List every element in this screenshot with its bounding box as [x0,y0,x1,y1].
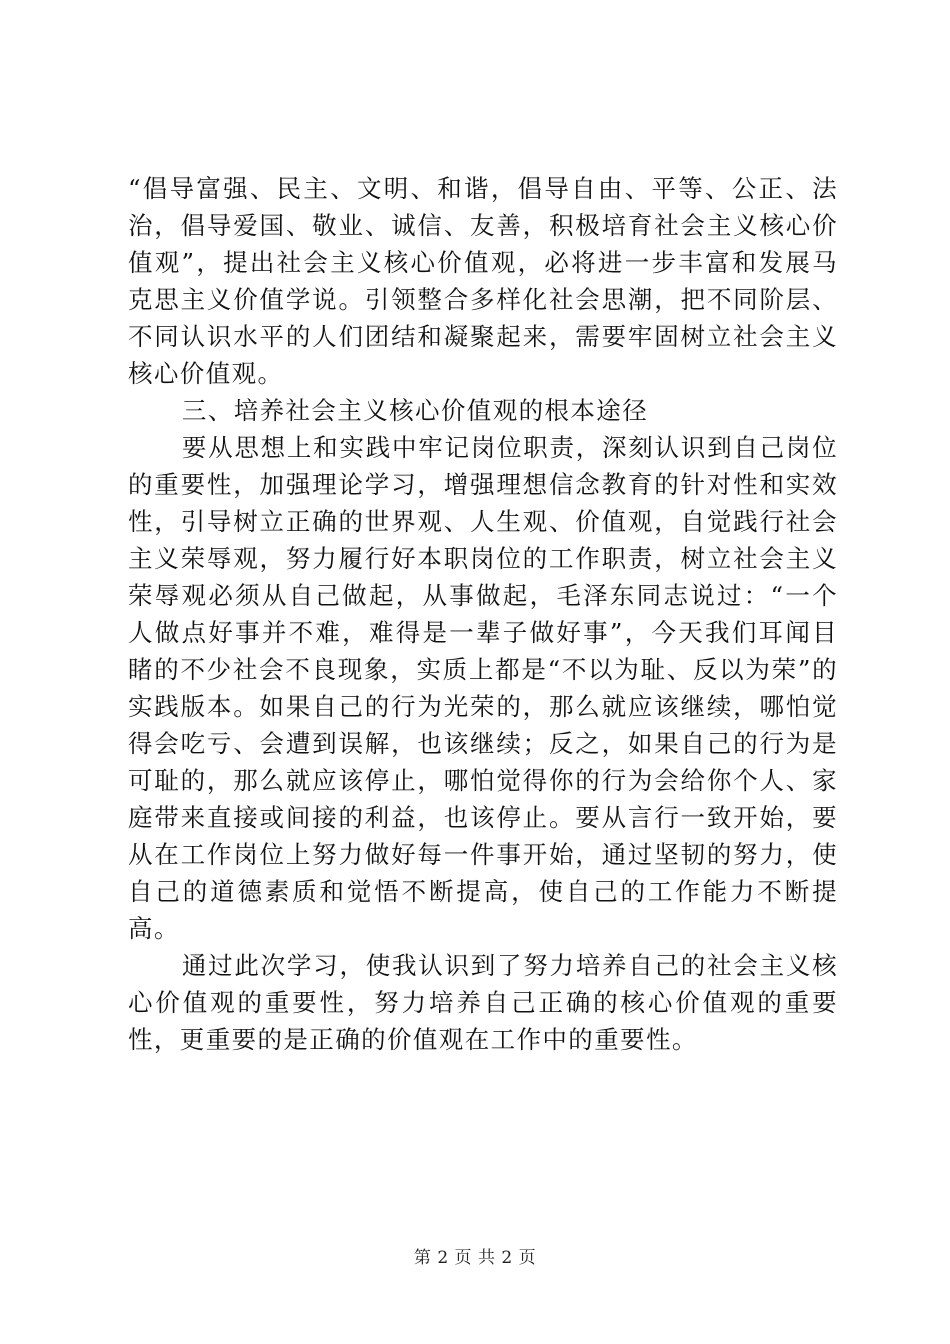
paragraph-core-values: “倡导富强、民主、文明、和谐，倡导自由、平等、公正、法治，倡导爱国、敬业、诚信、友善，积极培育社会主义核心价值观”，提出社会主义核心价值观，必将进一步丰富和发展马克思主义价值学说。引领整合多样化社会思潮，把不同阶层、不同认识水平的人们团结和凝聚起来，需要牢固树立社会主义核心价值观。 [128,174,838,388]
page-number-footer: 第 2 页 共 2 页 [413,1248,537,1268]
paragraph-practice: 要从思想上和实践中牢记岗位职责，深刻认识到自己岗位的重要性，加强理论学习，增强理想信念教育的针对性和实效性，引导树立正确的世界观、人生观、价值观，自觉践行社会主义荣辱观，努力履行好本职岗位的工作职责，树立社会主义荣辱观必须从自己做起，从事做起，毛泽东同志说过：“一个人做点好事并不难，难得是一辈子做好事”，今天我们耳闻目睹的不少社会不良现象，实质上都是“不以为耻、反以为荣”的实践版本。如果自己的行为光荣的，那么就应该继续，哪怕觉得会吃亏、会遭到误解，也该继续；反之，如果自己的行为是可耻的，那么就应该停止，哪怕觉得你的行为会给你个人、家庭带来直接或间接的利益，也该停止。要从言行一致开始，要从在工作岗位上努力做好每一件事开始，通过坚韧的努力，使自己的道德素质和觉悟不断提高，使自己的工作能力不断提高。 [128,433,838,943]
section-heading-3: 三、培养社会主义核心价值观的根本途径 [181,396,649,425]
document-body [128,170,838,1058]
paragraph-conclusion: 通过此次学习，使我认识到了努力培养自己的社会主义核心价值观的重要性，努力培养自己正确的核心价值观的重要性，更重要的是正确的价值观在工作中的重要性。 [128,951,838,1054]
